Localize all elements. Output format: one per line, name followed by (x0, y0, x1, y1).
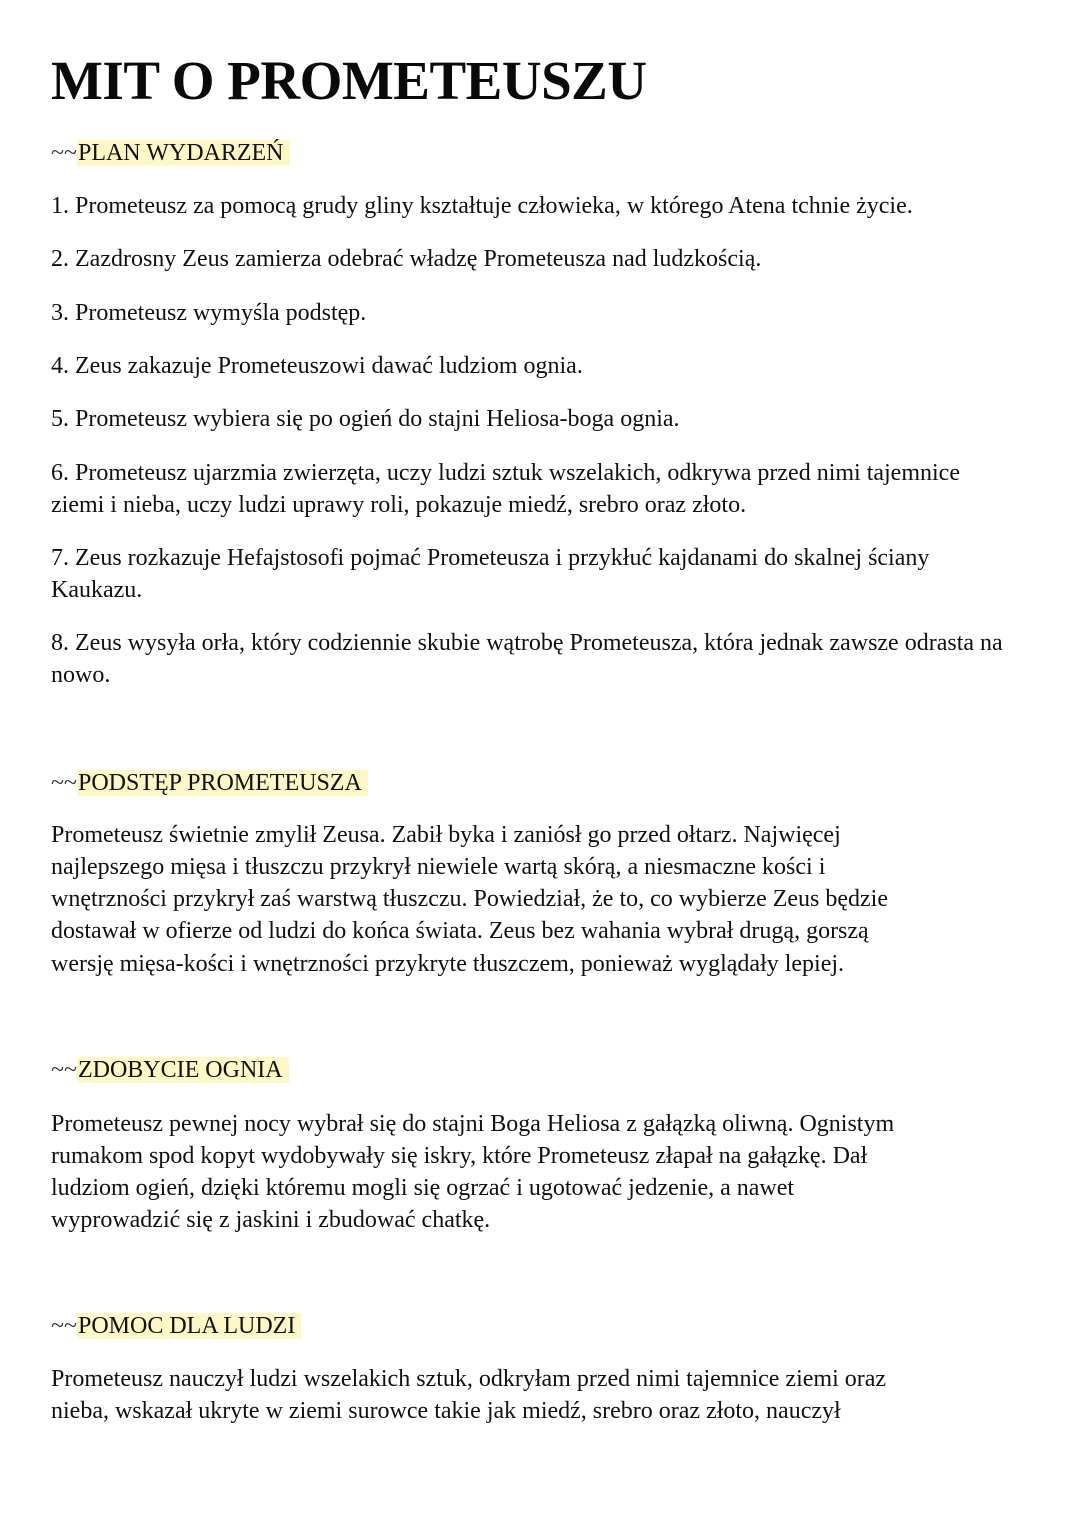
plan-item-5: 5. Prometeusz wybiera się po ogień do stajni Heliosa-boga ognia. (51, 406, 680, 432)
plan-item-2: 2. Zazdrosny Zeus zamierza odebrać władzę Prometeusza nad ludzkością. (51, 246, 762, 272)
paragraph-line: wyprowadzić się z jaskini i zbudować chatkę. (51, 1207, 491, 1233)
heading-prefix: ~~ (51, 1313, 77, 1339)
heading-highlight: POMOC DLA LUDZI (77, 1313, 301, 1339)
plan-item-1: 1. Prometeusz za pomocą grudy gliny kształtuje człowieka, w którego Atena tchnie życie. (51, 193, 913, 219)
section-heading-zdobycie-ognia (51, 1054, 289, 1086)
section-heading-plan (51, 137, 290, 169)
section-heading-pomoc-dla-ludzi (51, 1310, 301, 1342)
heading-highlight: PLAN WYDARZEŃ (77, 140, 290, 166)
paragraph-line: wersję mięsa-kości i wnętrzności przykryte tłuszczem, ponieważ wyglądały lepiej. (51, 951, 845, 977)
heading-prefix: ~~ (51, 770, 77, 796)
heading-prefix: ~~ (51, 1057, 77, 1083)
heading-highlight: ZDOBYCIE OGNIA (77, 1057, 289, 1083)
paragraph-line: Prometeusz świetnie zmylił Zeusa. Zabił byka i zaniósł go przed ołtarz. Najwięcej (51, 822, 841, 848)
paragraph-line: najlepszego mięsa i tłuszczu przykrył niewiele wartą skórą, a niesmaczne kości i (51, 854, 826, 880)
section-heading-podstep (51, 767, 368, 799)
heading-prefix: ~~ (51, 140, 77, 166)
plan-item-7: 7. Zeus rozkazuje Hefajstosofi pojmać Prometeusza i przykłuć kajdanami do skalnej ściany Kaukazu. (51, 545, 930, 603)
paragraph-line: nieba, wskazał ukryte w ziemi surowce takie jak miedź, srebro oraz złoto, nauczył (51, 1398, 841, 1424)
plan-item-4: 4. Zeus zakazuje Prometeuszowi dawać ludziom ognia. (51, 353, 583, 379)
plan-item-8: 8. Zeus wysyła orła, który codziennie skubie wątrobę Prometeusza, która jednak zawsze odrasta na nowo. (51, 630, 1003, 688)
heading-highlight: PODSTĘP PROMETEUSZA (77, 770, 368, 796)
paragraph-line: dostawał w ofierze od ludzi do końca świata. Zeus bez wahania wybrał drugą, gorszą (51, 918, 869, 944)
paragraph-line: Prometeusz nauczył ludzi wszelakich sztuk, odkryłam przed nimi tajemnice ziemi oraz (51, 1366, 887, 1392)
paragraph-line: Prometeusz pewnej nocy wybrał się do stajni Boga Heliosa z gałązką oliwną. Ognistym (51, 1111, 895, 1137)
document-title: MIT O PROMETEUSZU (51, 50, 647, 111)
plan-item-3: 3. Prometeusz wymyśla podstęp. (51, 300, 367, 326)
paragraph-line: ludziom ogień, dzięki któremu mogli się ogrzać i ugotować jedzenie, a nawet (51, 1175, 795, 1201)
paragraph-line: rumakom spod kopyt wydobywały się iskry, które Prometeusz złapał na gałązkę. Dał (51, 1143, 868, 1169)
paragraph-line: wnętrzności przykrył zaś warstwą tłuszczu. Powiedział, że to, co wybierze Zeus będzie (51, 886, 888, 912)
plan-item-6: 6. Prometeusz ujarzmia zwierzęta, uczy ludzi sztuk wszelakich, odkrywa przed nimi tajemnice ziemi i nieba, uczy ludzi uprawy roli, pokazuje miedź, srebro oraz złoto. (51, 460, 960, 518)
